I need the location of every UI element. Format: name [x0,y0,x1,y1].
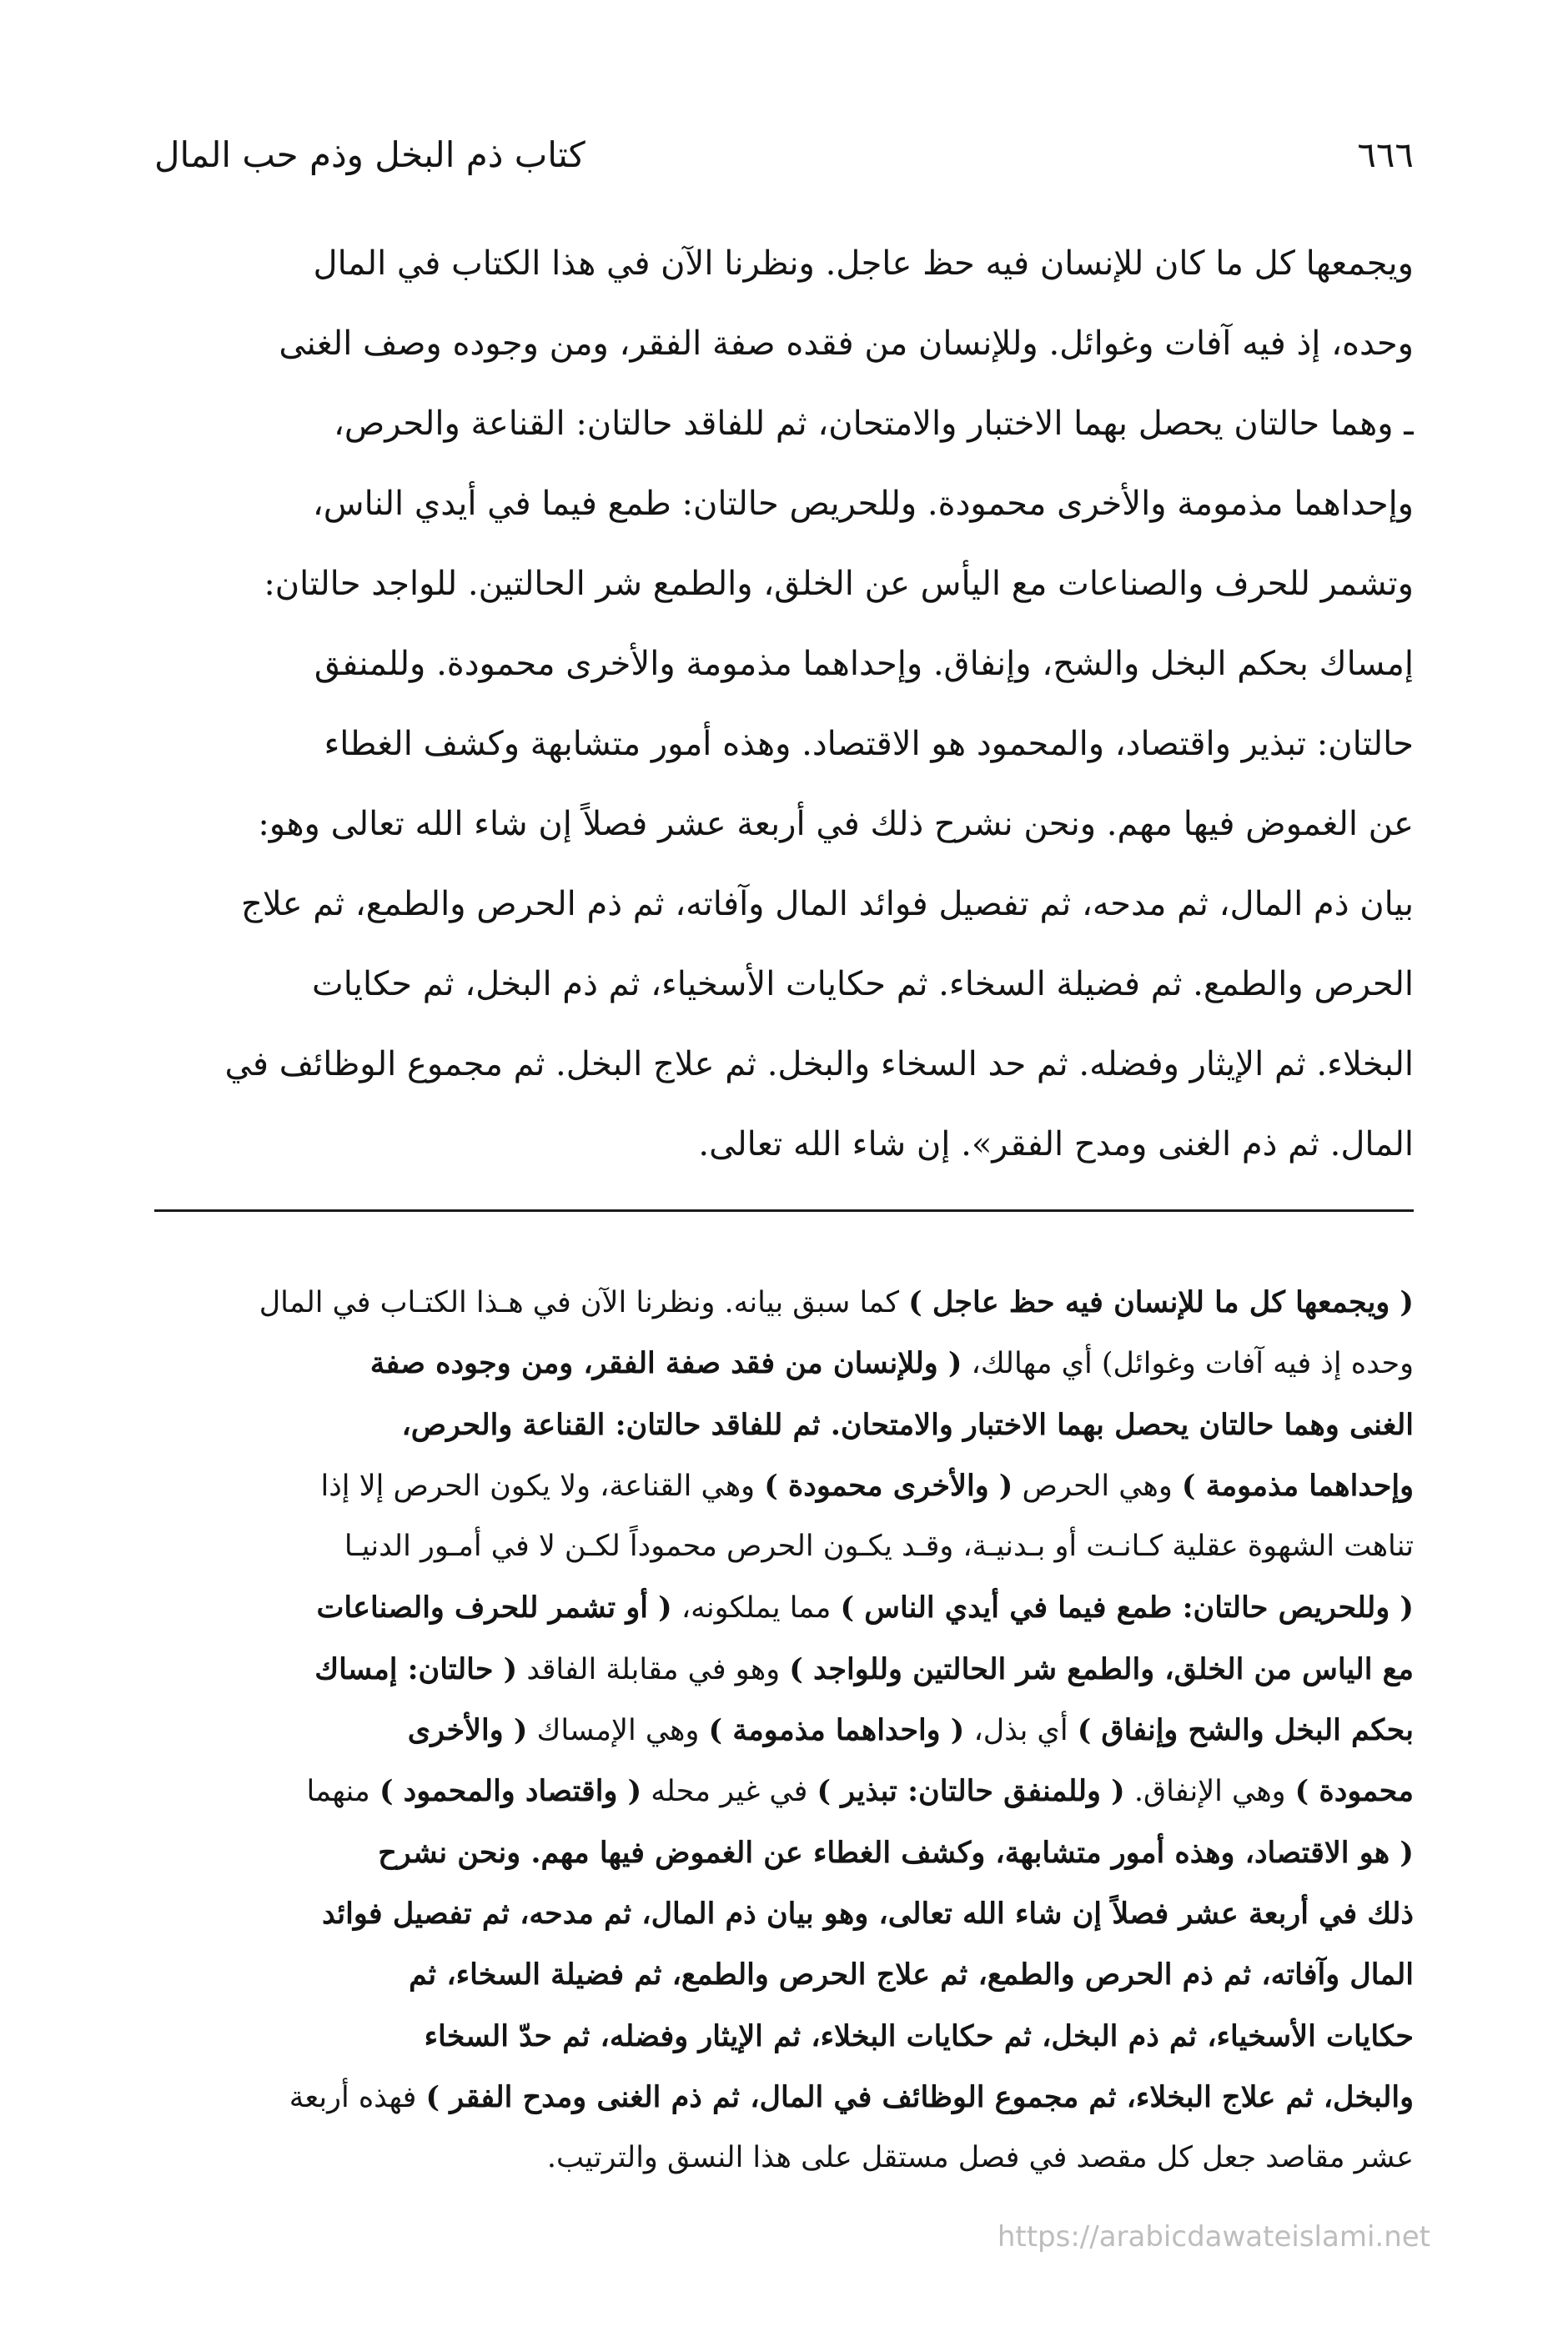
commentary-line [154,1455,1414,1516]
commentary-text [154,1272,1414,2189]
main-line: بيان ذم المال، ثم مدحه، ثم تفصيل فوائد المال وآفاته، ثم ذم الحرص والطمع، ثم علاج [241,885,1414,923]
commentary-explanation: وهي القناعة، ولا يكون الحرص إلا إذا [320,1469,765,1503]
commentary-explanation: وهي الإنفاق. [1124,1775,1295,1809]
running-title: كتاب ذم البخل وذم حب المال [154,133,585,175]
commentary-explanation: فهذه أربعة [289,2080,426,2114]
main-line: إمساك بحكم البخل والشح، وإنفاق. وإحداهما مذمومة والأخرى محمودة. وللمنفق [314,645,1414,683]
commentary-explanation: منهما [306,1775,379,1809]
commentary-explanation: كما سبق بيانه. ونظرنا الآن في هـذا الكتـاب في المال [259,1286,909,1319]
commentary-explanation: وهي الحرص [1013,1469,1182,1503]
page-header [154,125,1414,183]
commentary-quoted-text: ( واقتصاد والمحمود ) [379,1774,642,1809]
commentary-quoted-text: ( وللمنفق حالتان: تبذير ) [817,1774,1125,1809]
section-divider [154,1209,1414,1212]
main-line: ـ وهما حالتان يحصل بهما الاختبار والامتحان، ثم للفاقد حالتان: القناعة والحرص، [334,405,1414,443]
commentary-quoted-text: وإحداهما مذمومة ) [1181,1468,1414,1503]
main-line: وتشمر للحرف والصناعات مع اليأس عن الخلق، والطمع شر الحالتين. للواجد حالتان: [264,565,1414,603]
main-line: الحرص والطمع. ثم فضيلة السخاء. ثم حكايات الأسخياء، ثم ذم البخل، ثم حكايات [312,965,1414,1003]
commentary-quoted-text: محمودة ) [1294,1774,1414,1809]
main-line: المال. ثم ذم الغنى ومدح الفقر». إن شاء الله تعالى. [698,1125,1414,1163]
commentary-quoted-text: حكايات الأسخياء، ثم ذم البخل، ثم حكايات البخلاء، ثم الإيثار وفضله، ثم حدّ السخاء [424,2018,1414,2053]
commentary-explanation: تناهت الشهوة عقلية كـانـت أو بـدنيـة، وقـد يكـون الحرص محموداً لكـن لا في أمـور الدنيـا [344,1530,1414,1564]
commentary-quoted-text: ذلك في أربعة عشر فصلاً إن شاء الله تعالى، وهو بيان ذم المال، ثم مدحه، ثم تفصيل فوائد [321,1896,1414,1931]
commentary-line [154,1516,1414,1577]
commentary-line [154,1761,1414,1822]
commentary-explanation: مما يملكونه، [671,1591,841,1626]
commentary-line [154,1272,1414,1333]
commentary-quoted-text: ( هو الاقتصاد، وهذه أمور متشابهة، وكشف الغطاء عن الغموض فيها مهم. ونحن نشرح [378,1835,1414,1870]
commentary-quoted-text: ( أو تشمر للحرف والصناعات [316,1591,672,1626]
commentary-line [154,1639,1414,1700]
main-text [154,224,1414,1184]
commentary-quoted-text: ( وللإنسان من فقد صفة الفقر، ومن وجوده صفة [369,1346,962,1381]
commentary-line [154,1333,1414,1394]
commentary-quoted-text: ( ويجمعها كل ما للإنسان فيه حظ عاجل ) [908,1285,1414,1319]
commentary-quoted-text: ( وللحريص حالتان: طمع فيما في أيدي الناس ) [840,1591,1414,1626]
commentary-quoted-text: ( والأخرى محمودة ) [764,1468,1013,1503]
commentary-line [154,1577,1414,1638]
commentary-explanation: في غير محله [641,1775,817,1809]
commentary-explanation: وحده إذ فيه آفات وغوائل) أي مهالك، [962,1347,1414,1381]
main-line: وحده، إذ فيه آفات وغوائل. وللإنسان من فقده صفة الفقر، ومن وجوده وصف الغنى [279,324,1414,363]
commentary-line [154,1883,1414,1944]
commentary-quoted-text: مع الياس من الخلق، والطمع شر الحالتين وللواجد ) [789,1651,1414,1686]
commentary-explanation: عشر مقاصد جعل كل مقصد في فصل مستقل على هذا النسق والترتيب. [546,2141,1414,2175]
commentary-quoted-text: المال وآفاته، ثم ذم الحرص والطمع، ثم علاج الحرص والطمع، ثم فضيلة السخاء، ثم [409,1958,1414,1993]
main-line: وإحداهما مذمومة والأخرى محمودة. وللحريص حالتان: طمع فيما في أيدي الناس، [312,485,1414,523]
commentary-quoted-text: والبخل، ثم علاج البخلاء، ثم مجموع الوظائف في المال، ثم ذم الغنى ومدح الفقر ) [425,2079,1414,2114]
page-number: ٦٦٦ [1357,133,1414,175]
commentary-line [154,1822,1414,1883]
commentary-quoted-text: بحكم البخل والشح وإنفاق ) [1077,1713,1414,1748]
commentary-explanation: وهو في مقابلة الفاقد [517,1652,790,1686]
commentary-line [154,2128,1414,2189]
main-line: عن الغموض فيها مهم. ونحن نشرح ذلك في أربعة عشر فصلاً إن شاء الله تعالى وهو: [258,805,1414,843]
commentary-line [154,1700,1414,1761]
main-line: حالتان: تبذير واقتصاد، والمحمود هو الاقتصاد. وهذه أمور متشابهة وكشف الغطاء [324,725,1414,763]
commentary-line [154,2006,1414,2067]
commentary-quoted-text: ( حالتان: إمساك [314,1651,518,1686]
commentary-quoted-text: ( والأخرى [407,1713,528,1748]
main-line: ويجمعها كل ما كان للإنسان فيه حظ عاجل. ونظرنا الآن في هذا الكتاب في المال [313,244,1414,283]
watermark-url: https://arabicdawateislami.net [997,2220,1430,2254]
main-line: البخلاء. ثم الإيثار وفضله. ثم حد السخاء والبخل. ثم علاج البخل. ثم مجموع الوظائف في [224,1045,1414,1083]
commentary-explanation: أي بذل، [964,1714,1078,1748]
commentary-explanation: وهي الإمساك [527,1714,709,1748]
commentary-line [154,2067,1414,2128]
commentary-quoted-text: ( واحداهما مذمومة ) [708,1713,965,1748]
commentary-line [154,1395,1414,1455]
commentary-quoted-text: الغنى وهما حالتان يحصل بهما الاختبار والامتحان. ثم للفاقد حالتان: القناعة والحرص، [401,1407,1414,1442]
commentary-line [154,1944,1414,2005]
